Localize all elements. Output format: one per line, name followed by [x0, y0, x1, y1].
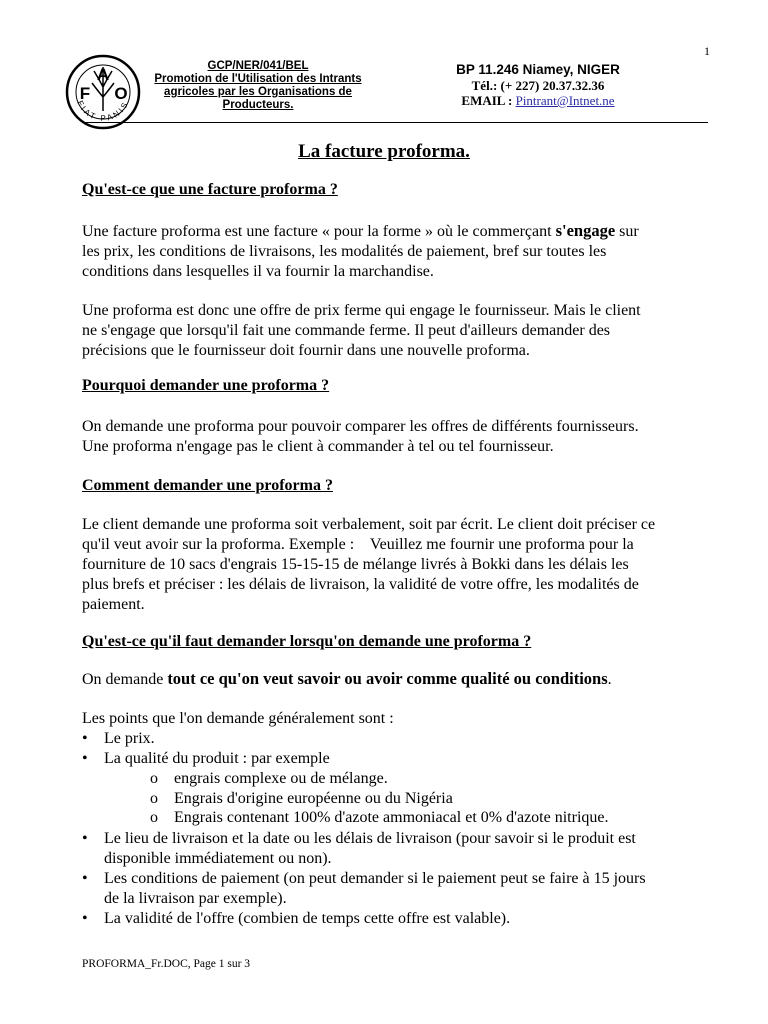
- text-line: La qualité du produit : par exemple: [104, 750, 330, 767]
- bullet-icon: •: [82, 750, 88, 767]
- project-line: Promotion de l'Utilisation des Intrants: [154, 73, 362, 85]
- sub-bullet-icon: o: [150, 809, 158, 826]
- text-span: .: [607, 671, 612, 688]
- logo-motto: FIAT PANIS: [75, 99, 131, 123]
- paragraph: [82, 515, 712, 615]
- sub-bullet-icon: o: [150, 790, 158, 807]
- contact-tel: Tél.: (+ 227) 20.37.32.36: [471, 78, 605, 93]
- text-line: conditions dans lesquelles il va fournir la marchandise.: [82, 263, 434, 280]
- section-heading-how: Comment demander une proforma ?: [82, 477, 333, 494]
- text-line: On demande une proforma pour pouvoir comparer les offres de différents fournisseurs.: [82, 418, 639, 435]
- text-line: Engrais d'origine européenne ou du Nigéria: [174, 790, 453, 807]
- text-line: Le client demande une proforma soit verbalement, soit par écrit. Le client doit préciser ce: [82, 516, 656, 533]
- bullet-icon: •: [82, 910, 88, 927]
- list-item: [82, 749, 712, 769]
- text-span: Une facture proforma est une facture « pour la forme » où le commerçant: [82, 223, 556, 240]
- text-span: sur: [615, 223, 639, 240]
- project-line: agricoles par les Organisations de: [164, 86, 352, 98]
- project-block: [144, 60, 372, 112]
- text-line: ne s'engage que lorsqu'il fait une commande ferme. Il peut d'ailleurs demander des: [82, 322, 611, 339]
- fao-logo: [64, 53, 142, 131]
- text-line: La validité de l'offre (combien de temps cette offre est valable).: [104, 910, 511, 927]
- page-footer: PROFORMA_Fr.DOC, Page 1 sur 3: [82, 958, 251, 970]
- logo-letter-o: O: [114, 84, 128, 103]
- text-line: Une proforma n'engage pas le client à commander à tel ou tel fournisseur.: [82, 438, 554, 455]
- project-code: GCP/NER/041/BEL: [207, 60, 309, 72]
- text-line: de la livraison par exemple).: [104, 890, 287, 907]
- bold-text: s'engage: [555, 221, 616, 240]
- bullet-icon: •: [82, 870, 88, 887]
- text-line: Une proforma est donc une offre de prix ferme qui engage le fournisseur. Mais le client: [82, 302, 641, 319]
- text-line: précisions que le fournisseur doit fournir dans une nouvelle proforma.: [82, 342, 530, 359]
- text-line: plus brefs et préciser : les délais de livraison, la validité de votre offre, les modalités de: [82, 576, 639, 593]
- paragraph: [82, 221, 712, 282]
- text-line: fourniture de 10 sacs d'engrais 15-15-15 de mélange livrés à Bokki dans les délais les: [82, 556, 629, 573]
- bold-text: tout ce qu'on veut savoir ou avoir comme qualité ou conditions: [167, 669, 608, 688]
- text-span: On demande: [82, 671, 168, 688]
- header-rule: [82, 122, 708, 123]
- text-line: Les conditions de paiement (on peut demander si le paiement peut se faire à 15 jours: [104, 870, 646, 887]
- list-item: [82, 869, 712, 909]
- text-line: disponible immédiatement ou non).: [104, 850, 332, 867]
- text-line: les prix, les conditions de livraisons, les modalités de paiement, bref sur toutes les: [82, 243, 607, 260]
- paragraph: [82, 417, 712, 457]
- contact-block: [418, 61, 658, 109]
- list-intro: Les points que l'on demande généralement sont :: [82, 710, 394, 727]
- logo-letter-f: F: [79, 84, 91, 103]
- text-line: Le lieu de livraison et la date ou les délais de livraison (pour savoir si le produit est: [104, 830, 636, 847]
- paragraph: [82, 669, 712, 690]
- list-item: [82, 909, 712, 929]
- document-title: La facture proforma.: [298, 141, 470, 162]
- text-line: Le prix.: [104, 730, 155, 747]
- contact-email-row: [418, 93, 658, 109]
- section-heading-why: Pourquoi demander une proforma ?: [82, 377, 330, 394]
- text-line: paiement.: [82, 596, 145, 613]
- text-line: qu'il veut avoir sur la proforma. Exemple : Veuillez me fournir une proforma pour la: [82, 536, 634, 553]
- text-line: Engrais contenant 100% d'azote ammoniacal et 0% d'azote nitrique.: [174, 809, 609, 826]
- list-item: [82, 829, 712, 869]
- section-heading-what-to-ask: Qu'est-ce qu'il faut demander lorsqu'on demande une proforma ?: [82, 633, 532, 650]
- bullet-icon: •: [82, 830, 88, 847]
- email-link[interactable]: Pintrant@Intnet.ne: [515, 93, 615, 108]
- email-label: EMAIL :: [461, 93, 516, 108]
- sub-bullet-icon: o: [150, 770, 158, 787]
- paragraph: [82, 301, 712, 361]
- contact-address: BP 11.246 Niamey, NIGER: [456, 62, 620, 77]
- text-line: [82, 221, 712, 242]
- logo-letter-a: A: [96, 65, 110, 84]
- section-heading-what: Qu'est-ce que une facture proforma ?: [82, 181, 338, 198]
- page-number: 1: [704, 44, 710, 58]
- list-item: [82, 729, 712, 749]
- text-line: engrais complexe ou de mélange.: [174, 770, 388, 787]
- project-line: Producteurs.: [222, 99, 294, 111]
- bullet-icon: •: [82, 730, 88, 747]
